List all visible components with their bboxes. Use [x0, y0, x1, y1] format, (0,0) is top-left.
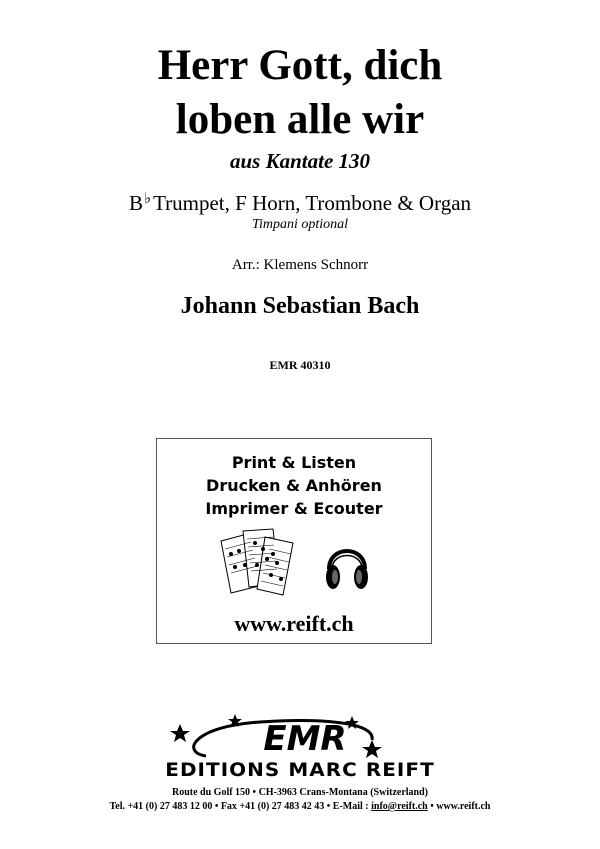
logo-text: EMR — [263, 719, 347, 759]
instrument-list: Trumpet, F Horn, Trombone & Organ — [153, 191, 472, 215]
flat-symbol: ♭ — [143, 191, 152, 207]
promo-line-2: Drucken & Anhören — [206, 476, 382, 495]
optional-note: Timpani optional — [251, 217, 349, 232]
subtitle: aus Kantate 130 — [229, 149, 371, 173]
contact-prefix: Tel. +41 (0) 27 483 12 00 • Fax +41 (0) 27 483 42 43 • E-Mail : — [109, 801, 372, 812]
publisher-contact — [0, 801, 600, 812]
email-link[interactable]: info@reift.ch — [371, 801, 428, 812]
catalog-number: EMR 40310 — [269, 358, 331, 372]
instrumentation — [0, 191, 600, 216]
arranger: Arr.: Klemens Schnorr — [231, 257, 369, 273]
title-line-1: Herr Gott, dich — [157, 42, 443, 89]
promo-box — [156, 438, 432, 644]
promo-line-3: Imprimer & Ecouter — [205, 499, 383, 518]
instrument-prefix: B — [128, 191, 143, 215]
composer: Johann Sebastian Bach — [180, 293, 420, 319]
sheet-music-icon — [217, 527, 297, 597]
headphones-icon — [323, 535, 371, 593]
title-line-2: loben alle wir — [175, 96, 425, 143]
promo-url[interactable]: www.reift.ch — [234, 611, 354, 636]
promo-line-1: Print & Listen — [231, 453, 357, 472]
publisher-name: EDITIONS MARC REIFT — [165, 759, 435, 781]
contact-suffix: • www.reift.ch — [427, 801, 491, 812]
publisher-address: Route du Golf 150 • CH-3963 Crans-Montana (Switzerland) — [172, 787, 428, 798]
